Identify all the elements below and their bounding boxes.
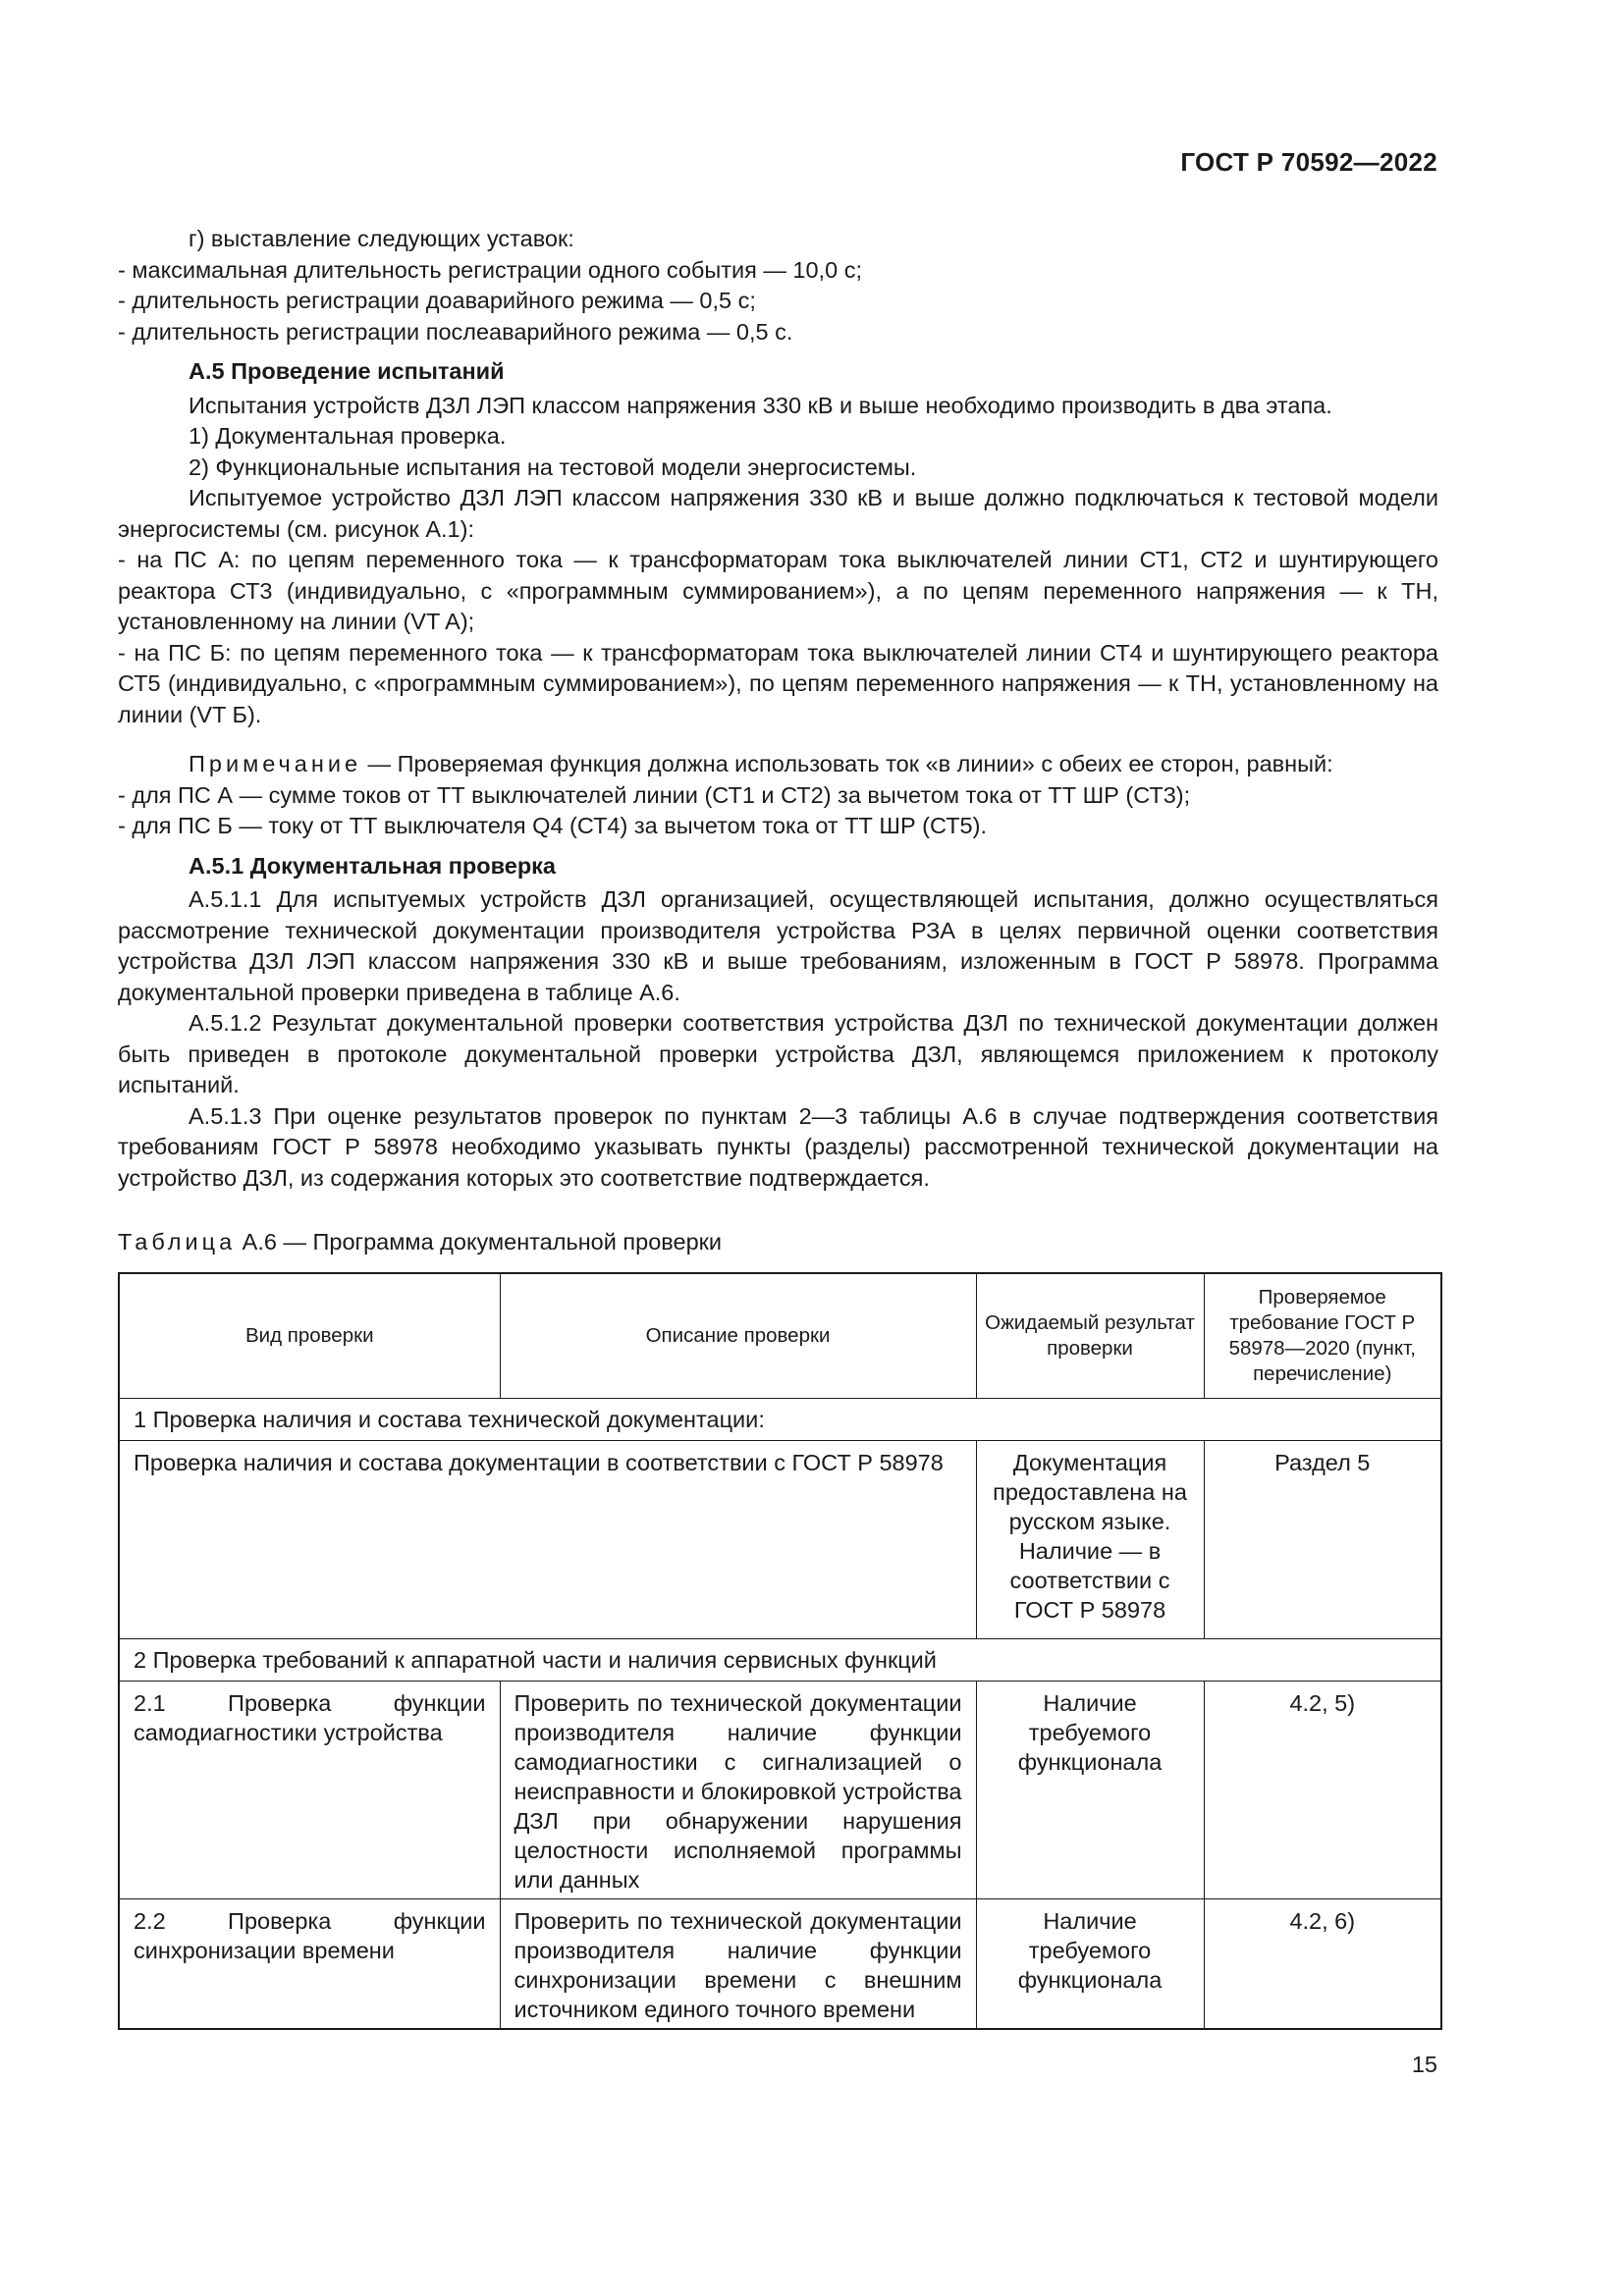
header-check-type: Вид проверки: [119, 1273, 500, 1399]
paragraph: А.5.1.1 Для испытуемых устройств ДЗЛ организацией, осуществляющей испытания, должно осуществляться рассмотрение технической документации производителя устройства РЗА в целях первичной оценки соответствия устройства ДЗЛ ЛЭП классом напряжения 330 кВ и выше требованиям, изложенным в ГОСТ Р 58978. Программа документальной проверки приведена в таблице А.6.: [118, 886, 1438, 1005]
list-item: - максимальная длительность регистрации одного события — 10,0 с;: [118, 256, 862, 283]
table-row: [119, 1440, 1441, 1638]
page-number: 15: [1411, 2052, 1437, 2077]
header-requirement: Проверяемое требование ГОСТ Р 58978—2020 (пункт, перечисление): [1204, 1273, 1441, 1399]
list-item: 2) Функциональные испытания на тестовой модели энергосистемы.: [189, 454, 917, 480]
cell-expected-result: Наличие требуемого функционала: [976, 1898, 1204, 2029]
table-section-row: [119, 1398, 1441, 1440]
verification-table: [118, 1272, 1442, 2030]
note-item: - для ПС А — сумме токов от ТТ выключателей линии (СТ1 и СТ2) за вычетом тока от ТТ ШР (СТ3);: [118, 781, 1191, 808]
note-text: — Проверяемая функция должна использовать ток «в линии» с обеих ее сторон, равный:: [361, 751, 1333, 776]
page-content: [118, 224, 1438, 2030]
cell-expected-result: Наличие требуемого функционала: [976, 1681, 1204, 1898]
cell-description: Проверить по технической документации производителя наличие функции самодиагностики с сигнализацией о неисправности и блокировкой устройства ДЗЛ при обнаружении нарушения целостности исполняемой программы или данных: [500, 1681, 976, 1898]
cell-check-type: 2.2 Проверка функции синхронизации времени: [119, 1898, 500, 2029]
table-caption: [118, 1227, 1438, 1258]
table-header-row: [119, 1273, 1441, 1399]
table-caption-label: Таблица: [118, 1229, 237, 1255]
cell-requirement: 4.2, 6): [1204, 1898, 1441, 2029]
note-label: Примечание: [189, 751, 362, 776]
section-title: 1 Проверка наличия и состава технической документации:: [119, 1398, 1441, 1440]
paragraph: Испытания устройств ДЗЛ ЛЭП классом напряжения 330 кВ и выше необходимо производить в два этапа.: [189, 392, 1332, 418]
cell-description: Проверить по технической документации производителя наличие функции синхронизации времени с внешним источником единого точного времени: [500, 1898, 976, 2029]
list-item: - на ПС Б: по цепям переменного тока — к трансформаторам тока выключателей линии СТ4 и шунтирующего реактора СТ5 (индивидуально, с «программным суммированием»), по цепям переменного напряжения — к ТН, установленному на линии (VT Б).: [118, 639, 1438, 727]
paragraph: А.5.1.2 Результат документальной проверки соответствия устройства ДЗЛ по технической документации должен быть приведен в протоколе документальной проверки устройства ДЗЛ, являющемся приложением к протоколу испытаний.: [118, 1010, 1438, 1097]
cell-check-type: Проверка наличия и состава документации в соответствии с ГОСТ Р 58978: [119, 1440, 976, 1638]
list-item: - длительность регистрации доаварийного режима — 0,5 с;: [118, 288, 756, 313]
paragraph: Испытуемое устройство ДЗЛ ЛЭП классом напряжения 330 кВ и выше должно подключаться к тестовой модели энергосистемы (см. рисунок А.1):: [118, 485, 1438, 542]
section-heading-a51: А.5.1 Документальная проверка: [189, 852, 557, 879]
table-row: [119, 1898, 1441, 2029]
list-item: - на ПС А: по цепям переменного тока — к трансформаторам тока выключателей линии СТ1, СТ2 и шунтирующего реактора СТ3 (индивидуально, с «программным суммированием»), а по цепям переменного напряжения — к ТН, установленному на линии (VT A);: [118, 547, 1438, 634]
cell-expected-result: Документация предоставлена на русском языке. Наличие — в соответствии с ГОСТ Р 58978: [976, 1440, 1204, 1638]
section-title: 2 Проверка требований к аппаратной части и наличия сервисных функций: [119, 1638, 1441, 1681]
document-code: ГОСТ Р 70592—2022: [1180, 147, 1437, 177]
cell-check-type: 2.1 Проверка функции самодиагностики устройства: [119, 1681, 500, 1898]
cell-requirement: 4.2, 5): [1204, 1681, 1441, 1898]
table-caption-text: А.6 — Программа документальной проверки: [236, 1229, 723, 1255]
section-heading-a5: А.5 Проведение испытаний: [189, 358, 505, 384]
header-description: Описание проверки: [500, 1273, 976, 1399]
header-expected-result: Ожидаемый результат проверки: [976, 1273, 1204, 1399]
table-row: [119, 1681, 1441, 1898]
paragraph: А.5.1.3 При оценке результатов проверок по пунктам 2—3 таблицы А.6 в случае подтверждения соответствия требованиям ГОСТ Р 58978 необходимо указывать пункты (разделы) рассмотренной технической документации на устройство ДЗЛ, из содержания которых это соответствие подтверждается.: [118, 1102, 1438, 1191]
paragraph: г) выставление следующих уставок:: [189, 226, 574, 251]
table-section-row: [119, 1638, 1441, 1681]
note: [118, 749, 1438, 780]
list-item: - длительность регистрации послеаварийного режима — 0,5 с.: [118, 318, 793, 345]
note-item: - для ПС Б — току от ТТ выключателя Q4 (СТ4) за вычетом тока от ТТ ШР (СТ5).: [118, 813, 987, 838]
list-item: 1) Документальная проверка.: [189, 423, 507, 449]
cell-requirement: Раздел 5: [1204, 1440, 1441, 1638]
